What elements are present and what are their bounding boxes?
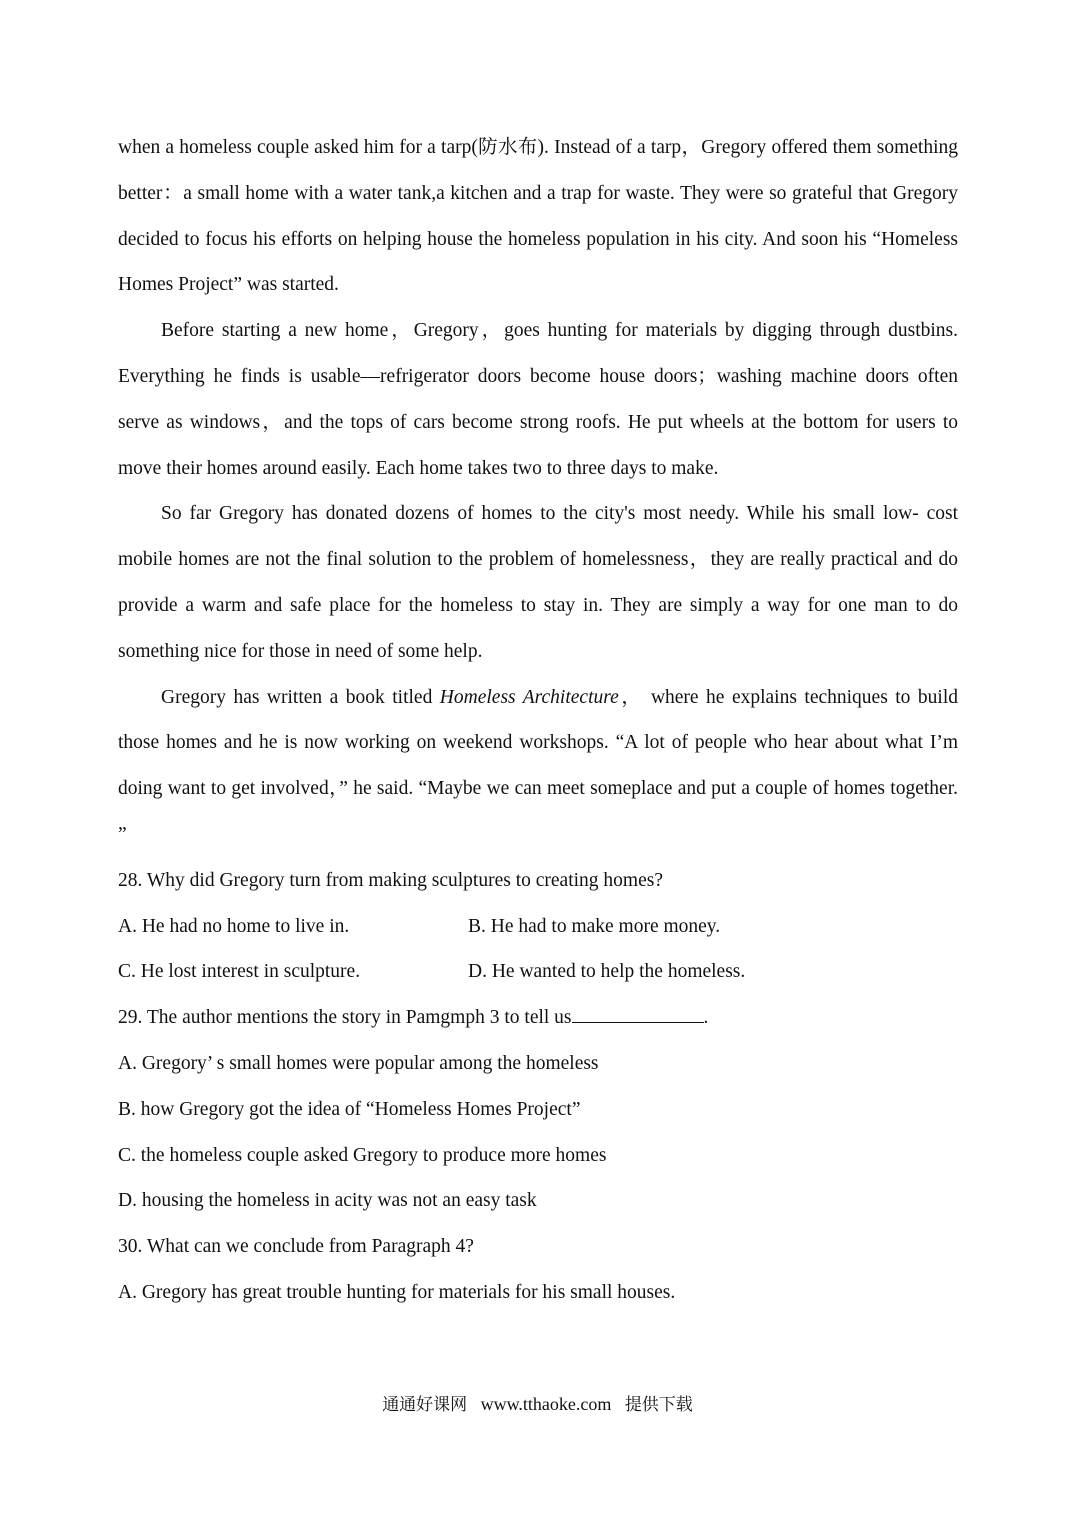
question-29-option-d: D. housing the homeless in acity was not an easy task [118,1190,537,1212]
paragraph-5-text-end: ， where he explains techniques to build those homes and he is now working on weekend workshops. “A lot of people who hear about what I’m doing want to get involved，” he said. “Maybe we can meet someplace and put a couple of homes together. ” [118,686,958,845]
paragraph-4: So far Gregory has donated dozens of homes to the city's most needy. While his small low- cost mobile homes are not the final solution to the problem of homelessness，they are really practical and do provide a warm and safe place for the homeless to stay in. They are simply a way for one man to do something nice for those in need of some help. [118,503,958,662]
footer-url: www.tthaoke.com [480,1394,612,1414]
question-29-stem-end: . [703,1007,709,1029]
question-28-options-row-1 [118,904,958,950]
question-28-option-a: A. He had no home to live in. [118,915,350,937]
question-28-stem: 28. Why did Gregory turn from making sculptures to creating homes? [118,869,663,891]
answer-blank [572,1004,704,1023]
paragraph-5 [118,675,958,858]
footer-suffix: 提供下载 [624,1395,693,1415]
question-29-option-a: A. Gregory’ s small homes were popular among the homeless [118,1052,599,1074]
document-page [118,125,958,1316]
question-29-option-b: B. how Gregory got the idea of “Homeless Homes Project” [118,1098,581,1120]
page-footer [0,1390,1075,1415]
question-28-options-row-2 [118,949,958,995]
question-30-stem: 30. What can we conclude from Paragraph 4? [118,1236,474,1258]
paragraph-5-text-start: Gregory has written a book titled [161,686,440,708]
question-28-option-d: D. He wanted to help the homeless. [468,961,746,983]
question-30-option-a: A. Gregory has great trouble hunting for materials for his small houses. [118,1281,676,1303]
paragraph-3: Before starting a new home，Gregory，goes hunting for materials by digging through dustbins. Everything he finds is usable—refrigerator doors become house doors；washing machine doors often serve as windows，and the tops of cars become strong roofs. He put wheels at the bottom for users to move their homes around easily. Each home takes two to three days to make. [118,320,958,479]
question-28-option-b: B. He had to make more money. [468,915,721,937]
question-28-option-c: C. He lost interest in sculpture. [118,961,361,983]
question-29-stem [118,995,958,1041]
footer-site-name: 通通好课网 [382,1395,468,1415]
question-29-option-c: C. the homeless couple asked Gregory to produce more homes [118,1144,607,1166]
paragraph-2: when a homeless couple asked him for a tarp(防水布). Instead of a tarp，Gregory offered them something better：a small home with a water tank,a kitchen and a trap for waste. They were so grateful that Gregory decided to focus his efforts on helping house the homeless population in his city. And soon his “Homeless Homes Project” was started. [118,137,958,296]
book-title: Homeless Architecture [439,686,619,708]
question-29-stem-text: 29. The author mentions the story in Pamgmph 3 to tell us [118,1007,572,1029]
